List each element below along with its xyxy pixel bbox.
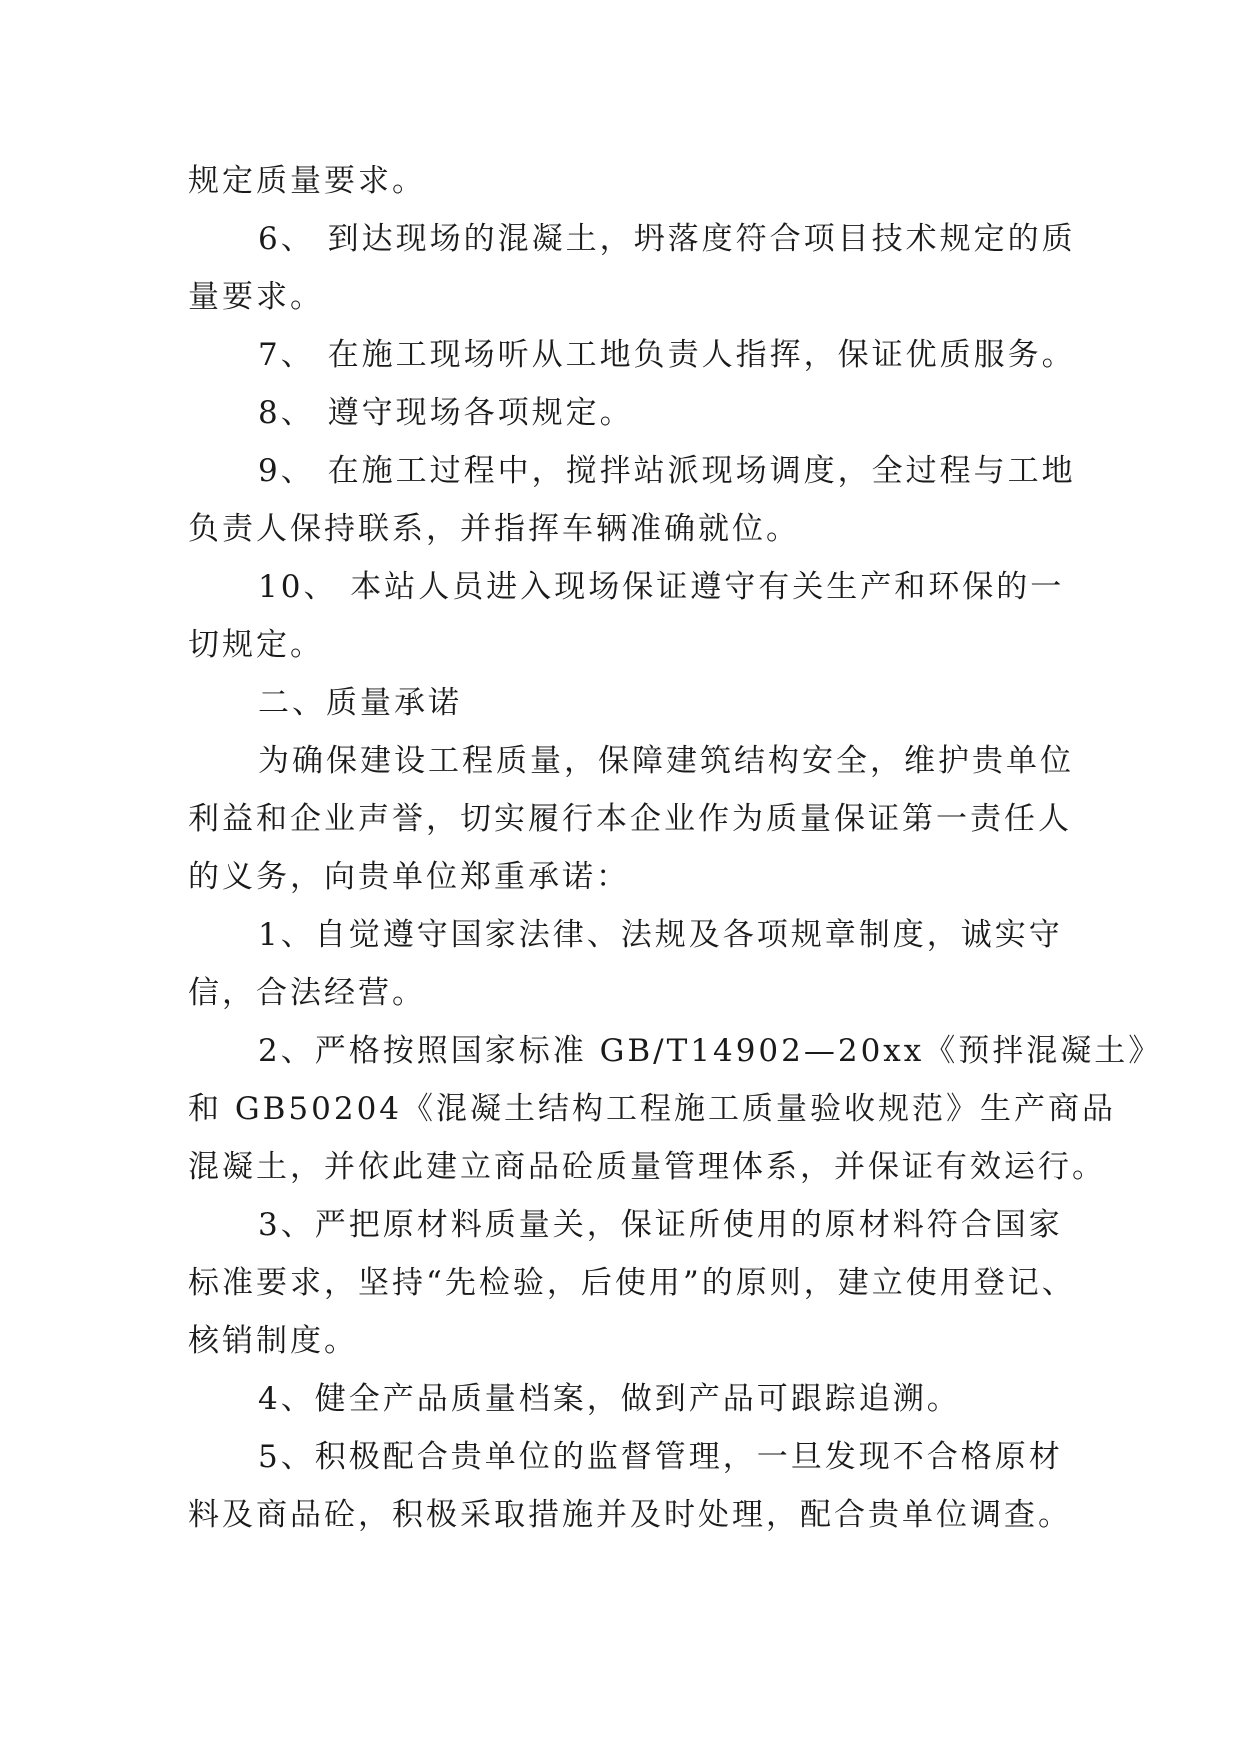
text-line: 利益和企业声誉，切实履行本企业作为质量保证第一责任人 bbox=[188, 801, 1072, 837]
text-line: 和 GB50204《混凝土结构工程施工质量验收规范》生产商品 bbox=[188, 1091, 1117, 1127]
text-line: 7、 在施工现场听从工地负责人指挥，保证优质服务。 bbox=[258, 337, 1076, 373]
text-line: 料及商品砼，积极采取措施并及时处理，配合贵单位调查。 bbox=[188, 1497, 1072, 1533]
text-line: 9、 在施工过程中，搅拌站派现场调度，全过程与工地 bbox=[258, 453, 1076, 489]
text-line: 量要求。 bbox=[188, 279, 324, 315]
text-line: 1、自觉遵守国家法律、法规及各项规章制度，诚实守 bbox=[258, 917, 1063, 953]
text-line: 混凝土，并依此建立商品砼质量管理体系，并保证有效运行。 bbox=[188, 1149, 1106, 1185]
text-line: 切规定。 bbox=[188, 627, 324, 663]
text-line: 负责人保持联系，并指挥车辆准确就位。 bbox=[188, 511, 800, 547]
text-line: 4、健全产品质量档案，做到产品可跟踪追溯。 bbox=[258, 1381, 961, 1417]
text-line: 为确保建设工程质量，保障建筑结构安全，维护贵单位 bbox=[258, 743, 1074, 779]
text-line: 8、 遵守现场各项规定。 bbox=[258, 395, 634, 431]
text-line: 5、积极配合贵单位的监督管理，一旦发现不合格原材 bbox=[258, 1439, 1063, 1475]
text-line: 10、 本站人员进入现场保证遵守有关生产和环保的一 bbox=[258, 569, 1065, 605]
text-line: 信，合法经营。 bbox=[188, 975, 426, 1011]
text-line: 6、 到达现场的混凝土，坍落度符合项目技术规定的质 bbox=[258, 221, 1076, 257]
text-line: 规定质量要求。 bbox=[188, 163, 426, 199]
text-line: 核销制度。 bbox=[188, 1323, 358, 1359]
document-body bbox=[188, 152, 1163, 1544]
text-line: 标准要求，坚持“先检验，后使用”的原则，建立使用登记、 bbox=[188, 1265, 1076, 1301]
text-line: 3、严把原材料质量关，保证所使用的原材料符合国家 bbox=[258, 1207, 1063, 1243]
text-line: 2、严格按照国家标准 GB/T14902—20xx《预拌混凝土》 bbox=[258, 1033, 1163, 1069]
text-line: 的义务，向贵单位郑重承诺： bbox=[188, 859, 630, 895]
section-heading: 二、质量承诺 bbox=[258, 685, 462, 721]
